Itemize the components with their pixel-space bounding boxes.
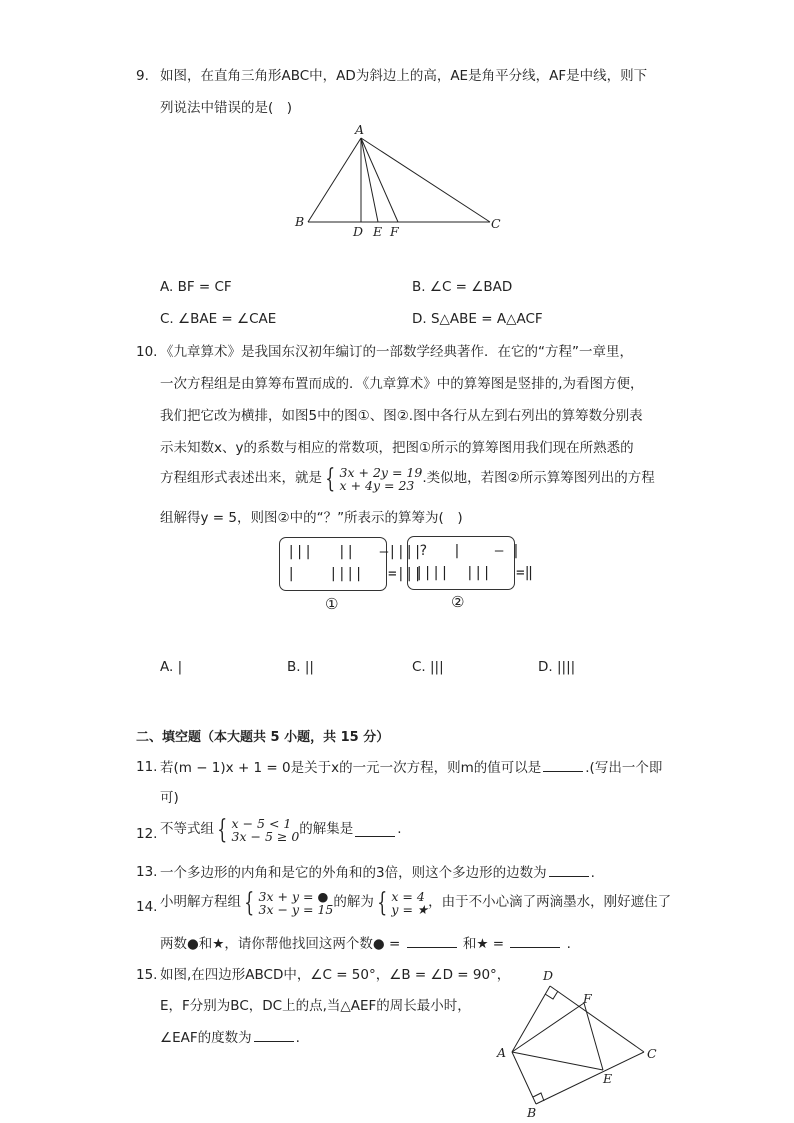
label-f: F <box>583 991 592 1006</box>
q9-number: 9. <box>136 68 149 84</box>
q12-ineq2: 3x − 5 ≥ 0 <box>231 829 300 845</box>
q14-text: 小明解方程组 <box>160 894 241 911</box>
q13-answer-blank[interactable] <box>549 864 589 877</box>
q14-text-mid: 的解为 <box>333 894 374 911</box>
q14-equation-system: { 3x + y = ● 3x − y = 15 <box>244 888 334 919</box>
q9-line2: 列说法中错误的是( ) <box>160 100 293 116</box>
counting-rod-figure-1 <box>279 537 422 591</box>
q12-inequality-system: { x − 5 < 1 3x − 5 ≥ 0 <box>217 815 300 846</box>
fig2-label: ② <box>451 593 465 611</box>
q14-text-end: . <box>562 936 571 952</box>
q12-line <box>160 815 402 846</box>
q9-option-b: B. ∠C = ∠BAD <box>412 279 513 295</box>
q10-option-a: A. | <box>160 659 183 675</box>
label-d: D <box>353 224 364 239</box>
q13-text: 一个多边形的内角和是它的外角和的3倍，则这个多边形的边数为 <box>160 865 547 881</box>
q14-line2 <box>160 935 571 954</box>
counting-rod-figure-2 <box>407 536 534 590</box>
fig1-row2: | |||| =||| <box>287 566 422 582</box>
fig2-row1: ? | — | <box>419 543 521 559</box>
q10-option-d: D. |||| <box>538 659 576 675</box>
q15-line3 <box>160 1029 300 1048</box>
label-a: A <box>497 1045 507 1060</box>
q15-line1: 如图,在四边形ABCD中，∠C = 50°，∠B = ∠D = 90°， <box>160 967 511 983</box>
q11-line2: 可) <box>160 790 179 806</box>
label-c: C <box>491 216 501 231</box>
section-fill-in-title: 二、填空题（本大题共 5 小题，共 15 分） <box>136 730 390 745</box>
fig2-row2: |||| ||| =‖ <box>415 565 534 581</box>
q14-sol2: y = ★ <box>391 902 429 918</box>
q11-line1 <box>160 759 662 778</box>
q11-text-tail: .(写出一个即 <box>585 760 663 776</box>
q14-text-tail: ，由于不小心滴了两滴墨水，刚好遮住了 <box>428 894 672 911</box>
label-b: B <box>527 1105 537 1120</box>
label-b: B <box>295 214 305 229</box>
q10-line5 <box>160 464 655 495</box>
q15-line2: E，F分别为BC，DC上的点,当△AEF的周长最小时， <box>160 998 471 1014</box>
q12-text: 不等式组 <box>160 821 214 838</box>
q11-text: 若(m − 1)x + 1 = 0是关于x的一元一次方程，则m的值可以是 <box>160 760 542 776</box>
fig1-label: ① <box>325 595 339 613</box>
q15-quadrilateral-figure <box>492 962 672 1120</box>
q9-option-a: A. BF = CF <box>160 279 232 295</box>
q9-line1: 如图，在直角三角形ABC中，AD为斜边上的高，AE是角平分线，AF是中线，则下 <box>160 68 648 84</box>
q10-number: 10. <box>136 344 158 360</box>
label-e: E <box>373 224 383 239</box>
q14-answer-blank-2[interactable] <box>510 935 560 948</box>
q14-eq2: 3x − y = 15 <box>258 902 334 918</box>
q15-text: ∠EAF的度数为 <box>160 1030 252 1046</box>
q10-line4: 示未知数x、y的系数与相应的常数项，把图①所示的算筹图用我们现在所熟悉的 <box>160 440 634 456</box>
q11-answer-blank[interactable] <box>543 759 583 772</box>
q9-option-d: D. S△ABE = A△ACF <box>412 311 543 327</box>
q14-text-line2: 两数●和★，请你帮他找回这两个数● = <box>160 936 405 952</box>
q14-line1 <box>160 888 672 919</box>
q10-option-c: C. ||| <box>412 659 444 675</box>
q13-text-tail: . <box>590 865 595 881</box>
q15-number: 15. <box>136 967 158 983</box>
q14-number: 14. <box>136 899 158 915</box>
q10-equation-system: { 3x + 2y = 19 x + 4y = 23 <box>325 464 423 495</box>
label-a: A <box>355 122 365 137</box>
q12-text-tail: . <box>397 821 402 838</box>
q14-text-and: 和★ = <box>458 936 509 952</box>
q13-line <box>160 864 595 883</box>
q10-line1: 《九章算术》是我国东汉初年编订的一部数学经典著作．在它的“方程”一章里， <box>160 344 633 360</box>
q10-line3: 我们把它改为横排，如图5中的图①、图②.图中各行从左到右列出的算筹数分别表 <box>160 408 643 424</box>
q10-line5-tail: .类似地，若图②所示算筹图列出的方程 <box>422 470 655 487</box>
q10-line5-text: 方程组形式表述出来，就是 <box>160 470 322 487</box>
label-c: C <box>647 1046 657 1061</box>
q14-sol1: x = 4 <box>391 889 425 904</box>
q12-number: 12. <box>136 826 158 842</box>
q13-number: 13. <box>136 864 158 880</box>
q14-answer-blank-1[interactable] <box>407 935 457 948</box>
q10-eq1: 3x + 2y = 19 <box>339 465 423 480</box>
fig1-row1: ||| || —|||| <box>287 544 422 560</box>
q15-answer-blank[interactable] <box>254 1029 294 1042</box>
label-d: D <box>543 968 554 983</box>
q9-triangle-figure <box>290 120 510 245</box>
q12-text-mid: 的解集是 <box>299 821 354 838</box>
label-f: F <box>390 224 399 239</box>
q12-ineq1: x − 5 < 1 <box>231 816 292 831</box>
q11-number: 11. <box>136 759 158 775</box>
q10-option-b: B. || <box>287 659 314 675</box>
q10-line2: 一次方程组是由算筹布置而成的．《九章算术》中的算筹图是竖排的,为看图方便， <box>160 376 644 392</box>
q14-solution-system: { x = 4 y = ★ <box>377 888 429 919</box>
q14-eq1: 3x + y = ● <box>258 889 329 904</box>
q12-answer-blank[interactable] <box>355 824 395 837</box>
label-e: E <box>603 1071 613 1086</box>
q9-option-c: C. ∠BAE = ∠CAE <box>160 311 277 327</box>
q15-text-tail: . <box>295 1030 300 1046</box>
q10-line6: 组解得y = 5，则图②中的“？”所表示的算筹为( ) <box>160 510 463 526</box>
q10-eq2: x + 4y = 23 <box>339 478 415 494</box>
